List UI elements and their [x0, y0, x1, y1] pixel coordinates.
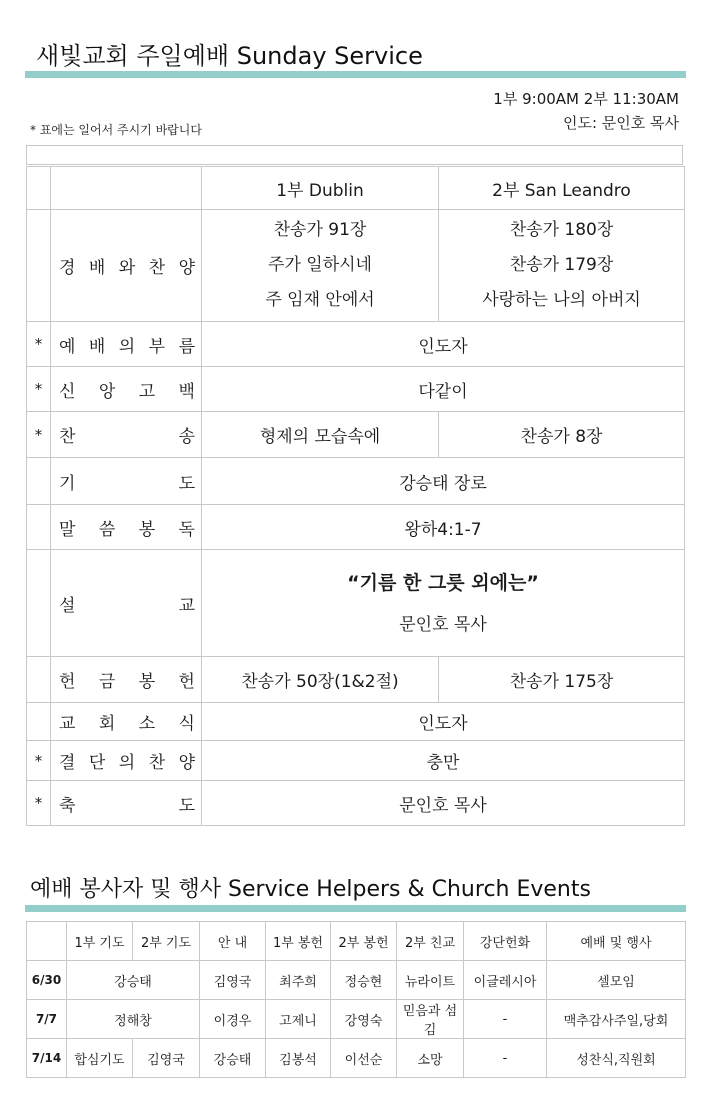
column-header-san-leandro: 2부 San Leandro — [439, 167, 685, 210]
offering-dublin: 찬송가 50장(1&2절) — [202, 657, 439, 703]
order-label-text — [59, 377, 195, 402]
prayer-cell: 정해창 — [67, 1000, 200, 1039]
row-date: 7/14 — [27, 1039, 67, 1078]
praise-sl-line: 사랑하는 나의 아버지 — [482, 290, 641, 310]
praise-sl-line: 찬송가 180장 — [509, 220, 614, 240]
label-char: 송 — [178, 427, 195, 447]
label-char: 단 — [88, 753, 106, 773]
label-char: 교 — [178, 595, 195, 616]
worship-order-table — [26, 166, 685, 826]
label-char: 찬 — [148, 753, 166, 773]
label-char: 축 — [59, 795, 76, 816]
order-value: 인도자 — [202, 322, 685, 367]
standing-mark — [27, 657, 51, 703]
label-char: 의 — [118, 336, 136, 357]
label-char: 예 — [59, 336, 76, 357]
helpers-row — [27, 1000, 686, 1039]
helpers-row — [27, 961, 686, 1000]
order-label-text — [59, 709, 195, 734]
order-label — [51, 703, 202, 741]
standing-note: * 표에는 일어서 주시기 바랍니다 — [30, 123, 202, 137]
order-value: 강승태 장로 — [202, 458, 685, 505]
offer1-cell: 김봉석 — [266, 1039, 331, 1078]
header-cell: 1부 기도 — [67, 922, 133, 961]
offer1-cell: 최주희 — [266, 961, 331, 1000]
order-row-prayer — [27, 458, 685, 505]
prayer2-cell: 김영국 — [133, 1039, 200, 1078]
order-header-row — [27, 167, 685, 210]
standing-mark — [27, 550, 51, 657]
column-header-dublin: 1부 Dublin — [202, 167, 439, 210]
label-char: 찬 — [59, 427, 76, 447]
sermon-cell — [202, 550, 685, 657]
order-row-offering — [27, 657, 685, 703]
order-label — [51, 657, 202, 703]
order-value: 다같이 — [202, 367, 685, 412]
standing-mark — [27, 458, 51, 505]
label-char: 설 — [59, 595, 76, 616]
standing-mark: * — [27, 412, 51, 458]
sermon-speaker: 문인호 목사 — [399, 615, 487, 635]
order-value: 충만 — [202, 741, 685, 781]
label-char: 앙 — [98, 381, 116, 402]
standing-mark: * — [27, 367, 51, 412]
helpers-title: 예배 봉사자 및 행사 Service Helpers & Church Events — [30, 877, 591, 902]
label-char: 양 — [178, 753, 195, 773]
label-char: 의 — [118, 753, 136, 773]
order-row-praise — [27, 210, 685, 322]
offer2-cell: 강영숙 — [331, 1000, 397, 1039]
flowers-cell: - — [464, 1000, 547, 1039]
label-char: 식 — [178, 714, 195, 734]
offering-san-leandro: 찬송가 175장 — [439, 657, 685, 703]
page-title: 새빛교회 주일예배 Sunday Service — [36, 42, 423, 70]
order-label — [51, 550, 202, 657]
hymn-san-leandro: 찬송가 8장 — [439, 412, 685, 458]
order-row-sermon — [27, 550, 685, 657]
order-label — [51, 412, 202, 458]
row-date: 6/30 — [27, 961, 67, 1000]
header-cell: 예배 및 행사 — [547, 922, 686, 961]
label-char: 와 — [118, 258, 136, 278]
event-cell: 맥추감사주일,당회 — [547, 1000, 686, 1039]
order-value: 인도자 — [202, 703, 685, 741]
fellowship-cell: 뉴라이트 — [397, 961, 464, 1000]
order-label — [51, 781, 202, 826]
order-label-text — [59, 515, 195, 540]
label-char: 백 — [178, 381, 195, 402]
label-char: 소 — [138, 714, 156, 734]
prayer-cell: 강승태 — [67, 961, 200, 1000]
header-cell: 2부 기도 — [133, 922, 200, 961]
fellowship-cell: 소망 — [397, 1039, 464, 1078]
label-char: 찬 — [148, 258, 166, 278]
label-char: 헌 — [59, 672, 76, 692]
praise-dublin-line: 찬송가 91장 — [273, 220, 367, 240]
order-row-benediction — [27, 781, 685, 826]
order-label-text — [59, 667, 195, 692]
fellowship-cell: 믿음과 섬김 — [397, 1000, 464, 1039]
standing-mark — [27, 505, 51, 550]
helpers-row — [27, 1039, 686, 1078]
title-underline-bar — [25, 71, 686, 78]
order-label-text — [59, 253, 195, 278]
standing-mark: * — [27, 741, 51, 781]
order-row-announcements — [27, 703, 685, 741]
label-char: 말 — [59, 519, 76, 540]
usher-cell: 김영국 — [200, 961, 266, 1000]
offer2-cell: 정승현 — [331, 961, 397, 1000]
praise-san-leandro — [439, 210, 685, 322]
helpers-table — [26, 921, 686, 1078]
label-char: 봉 — [138, 672, 156, 692]
label-char: 배 — [88, 336, 106, 357]
usher-cell: 이경우 — [200, 1000, 266, 1039]
star-cell — [27, 167, 51, 210]
order-label-text — [59, 791, 195, 816]
order-label — [51, 458, 202, 505]
label-char: 도 — [178, 795, 195, 816]
label-char: 배 — [88, 258, 106, 278]
header-cell: 2부 친교 — [397, 922, 464, 961]
praise-dublin-line: 주 임재 안에서 — [265, 290, 375, 310]
standing-mark: * — [27, 322, 51, 367]
label-char: 교 — [59, 714, 76, 734]
order-label-text — [59, 591, 195, 616]
flowers-cell: 이글레시아 — [464, 961, 547, 1000]
event-cell: 성찬식,직원회 — [547, 1039, 686, 1078]
offer1-cell: 고제니 — [266, 1000, 331, 1039]
praise-dublin — [202, 210, 439, 322]
order-label-text — [59, 469, 195, 494]
label-char: 결 — [59, 753, 76, 773]
label-char: 독 — [178, 519, 195, 540]
order-label — [51, 210, 202, 322]
header-cell: 강단헌화 — [464, 922, 547, 961]
label-char: 봉 — [138, 519, 156, 540]
label-char: 씀 — [98, 519, 116, 540]
label-char: 고 — [138, 381, 156, 402]
order-value: 왕하4:1-7 — [202, 505, 685, 550]
order-row-creed — [27, 367, 685, 412]
praise-sl-line: 찬송가 179장 — [509, 255, 614, 275]
standing-mark: * — [27, 781, 51, 826]
header-cell: 1부 봉헌 — [266, 922, 331, 961]
sermon-title: “기름 한 그릇 외에는” — [347, 572, 539, 594]
flowers-cell: - — [464, 1039, 547, 1078]
label-cell — [51, 167, 202, 210]
header-cell: 안 내 — [200, 922, 266, 961]
order-row-hymn — [27, 412, 685, 458]
order-label — [51, 741, 202, 781]
blank-header-row — [26, 145, 683, 165]
praise-dublin-line: 주가 일하시네 — [268, 255, 372, 275]
order-label-text — [59, 332, 195, 357]
standing-mark — [27, 210, 51, 322]
label-char: 회 — [98, 714, 116, 734]
hymn-dublin: 형제의 모습속에 — [202, 412, 439, 458]
order-row-scripture — [27, 505, 685, 550]
order-label — [51, 505, 202, 550]
order-row-response-song — [27, 741, 685, 781]
offer2-cell: 이선순 — [331, 1039, 397, 1078]
helpers-underline-bar — [25, 905, 686, 912]
event-cell: 셀모임 — [547, 961, 686, 1000]
service-leader: 인도: 문인호 목사 — [562, 114, 679, 132]
label-char: 도 — [178, 473, 195, 494]
order-row-call-to-worship — [27, 322, 685, 367]
standing-mark — [27, 703, 51, 741]
usher-cell: 강승태 — [200, 1039, 266, 1078]
label-char: 기 — [59, 473, 76, 494]
order-label-text — [59, 422, 195, 447]
label-char: 름 — [178, 336, 195, 357]
order-label-text — [59, 748, 195, 773]
helpers-header-row — [27, 922, 686, 961]
order-label — [51, 322, 202, 367]
label-char: 금 — [98, 672, 116, 692]
service-times: 1부 9:00AM 2부 11:30AM — [493, 90, 679, 108]
order-value: 문인호 목사 — [202, 781, 685, 826]
order-label — [51, 367, 202, 412]
date-header — [27, 922, 67, 961]
header-cell: 2부 봉헌 — [331, 922, 397, 961]
label-char: 헌 — [178, 672, 195, 692]
label-char: 양 — [178, 258, 195, 278]
label-char: 경 — [59, 258, 76, 278]
row-date: 7/7 — [27, 1000, 67, 1039]
label-char: 부 — [148, 336, 166, 357]
prayer1-cell: 합심기도 — [67, 1039, 133, 1078]
label-char: 신 — [59, 381, 76, 402]
